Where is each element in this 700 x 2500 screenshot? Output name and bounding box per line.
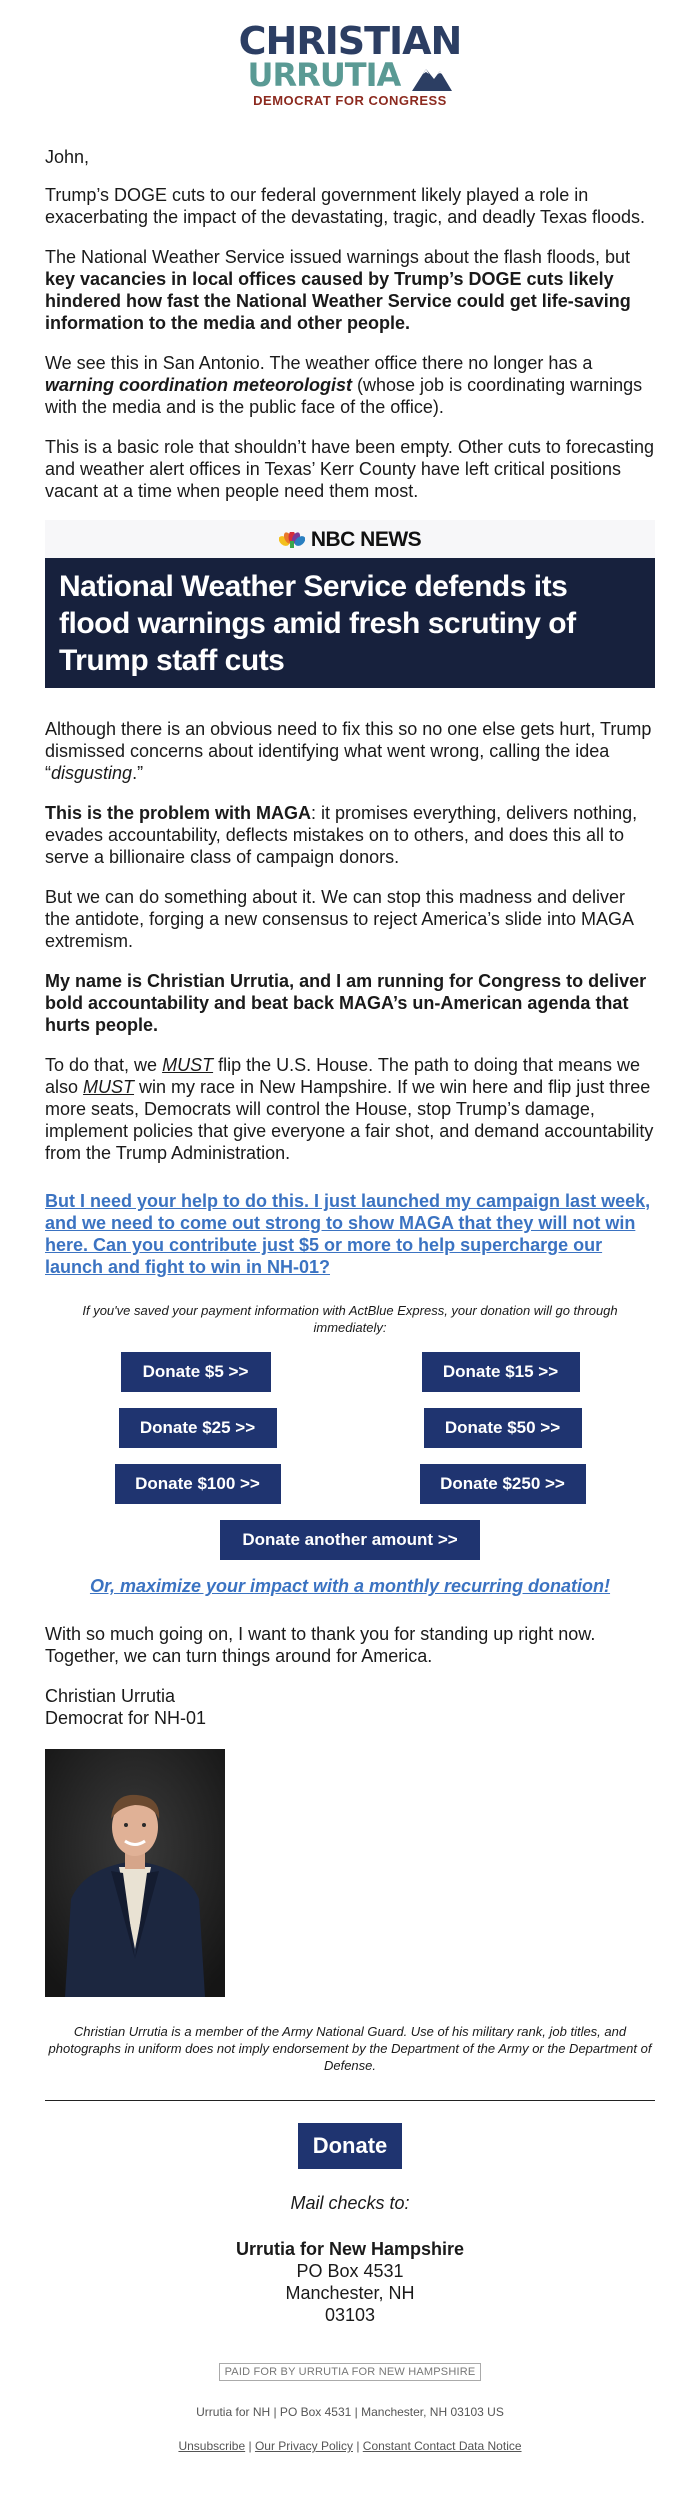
p3-bolditalic: warning coordination meteorologist xyxy=(45,375,353,395)
address-city: Manchester, NH xyxy=(285,2283,415,2303)
paid-for-text: PAID FOR BY URRUTIA FOR NEW HAMPSHIRE xyxy=(219,2363,482,2381)
mailing-address xyxy=(45,2238,655,2326)
p2-bold: key vacancies in local offices caused by Trump’s DOGE cuts likely hindered how fast the National Weather Service could get life-saving information to the media and other people. xyxy=(45,269,631,333)
article-headline[interactable]: National Weather Service defends its flood warnings amid fresh scrutiny of Trump staff cuts xyxy=(45,558,655,688)
greeting: John, xyxy=(45,147,90,167)
p6-plain: : it promises everything, delivers nothing, evades accountability, deflects mistakes on to others, and does this all to serve a billionaire class of campaign donors. xyxy=(45,803,638,867)
donate-row-2 xyxy=(45,1408,655,1448)
signature xyxy=(45,1685,655,1729)
p3-plain2: (whose job is coordinating warnings with the media and is the public face of the office). xyxy=(45,375,643,417)
unsubscribe-link[interactable]: Unsubscribe xyxy=(178,2439,246,2453)
cta-contribute-link[interactable]: But I need your help to do this. I just launched my campaign last week, and we need to come out strong to show MAGA that they will not win here. Can you contribute just $5 or more to help supercharge our launch and fight to win in NH-01? xyxy=(45,1191,651,1277)
candidate-portrait-image xyxy=(45,1749,225,1997)
signature-name: Christian Urrutia xyxy=(45,1686,176,1706)
address-org: Urrutia for New Hampshire xyxy=(235,2239,465,2259)
footer-sep-1: | xyxy=(245,2439,255,2453)
p9-a: To do that, we xyxy=(45,1055,163,1075)
address-pobox: PO Box 4531 xyxy=(296,2261,404,2281)
divider xyxy=(45,2100,655,2101)
article-source-bar[interactable] xyxy=(45,520,655,558)
email-content xyxy=(45,0,655,2453)
donate-5-button[interactable]: Donate $5 >> xyxy=(121,1352,271,1392)
footer-address: Urrutia for NH | PO Box 4531 | Manchester, NH 03103 US xyxy=(196,2405,504,2419)
p5-plain: Although there is an obvious need to fix this so no one else gets hurt, Trump dismissed concerns about identifying what went wrong, calling the idea “ xyxy=(45,719,652,783)
donate-100-button[interactable]: Donate $100 >> xyxy=(115,1464,281,1504)
footer-links xyxy=(45,2439,655,2453)
recurring-donation-link[interactable]: Or, maximize your impact with a monthly recurring donation! xyxy=(89,1576,611,1596)
paragraph-basic-role: This is a basic role that shouldn’t have been empty. Other cuts to forecasting and weather alert offices in Texas’ Kerr County have left critical positions vacant at a time when people need them most. xyxy=(45,437,654,501)
paragraph-san-antonio xyxy=(45,352,655,418)
logo-first-name: CHRISTIAN xyxy=(238,19,462,63)
mountain-icon xyxy=(412,63,452,91)
paragraph-introduction: My name is Christian Urrutia, and I am running for Congress to deliver bold accountability and beat back MAGA’s un-American agenda that hurts people. xyxy=(45,971,647,1035)
donate-50-button[interactable]: Donate $50 >> xyxy=(424,1408,582,1448)
privacy-policy-link[interactable]: Our Privacy Policy xyxy=(254,2439,353,2453)
donate-25-button[interactable]: Donate $25 >> xyxy=(119,1408,277,1448)
footer-sep-2: | xyxy=(352,2439,363,2453)
signature-title: Democrat for NH-01 xyxy=(45,1708,207,1728)
paragraph-trump-dismissed xyxy=(45,718,655,784)
paragraph-flip-house xyxy=(45,1054,655,1164)
logo-last-name xyxy=(247,56,453,94)
donate-row-1 xyxy=(45,1352,655,1392)
p9-must1: MUST xyxy=(162,1055,214,1075)
paragraph-nws-warnings xyxy=(45,246,655,334)
campaign-logo xyxy=(45,0,655,112)
p5-end: .” xyxy=(132,763,144,783)
donate-row-4 xyxy=(45,1520,655,1560)
candidate-photo xyxy=(45,1749,225,1997)
paragraph-we-can-do: But we can do something about it. We can stop this madness and deliver the antidote, forging a new consensus to reject America’s slide into MAGA extremism. xyxy=(45,887,633,951)
p5-italic: disgusting xyxy=(51,763,133,783)
footer-donate-button[interactable]: Donate xyxy=(298,2123,402,2169)
mail-checks-label: Mail checks to: xyxy=(290,2193,410,2213)
p9-c: win my race in New Hampshire. If we win here and flip just three more seats, Democrats will control the House, stop Trump’s damage, implement policies that give everyone a fair shot, and demand accountability from the Trump Administration. xyxy=(45,1077,654,1163)
p9-must2: MUST xyxy=(83,1077,135,1097)
p9-b: flip the U.S. House. The path to doing that means we also xyxy=(45,1055,640,1097)
logo-tagline: DEMOCRAT FOR CONGRESS xyxy=(253,93,447,108)
paid-for-box xyxy=(45,2362,655,2381)
actblue-note: If you've saved your payment information with ActBlue Express, your donation will go through immediately: xyxy=(82,1303,618,1335)
p2-plain: The National Weather Service issued warnings about the flash floods, but xyxy=(45,247,630,267)
constant-contact-link[interactable]: Constant Contact Data Notice xyxy=(362,2439,522,2453)
paragraph-doge-cuts: Trump’s DOGE cuts to our federal government likely played a role in exacerbating the impact of the devastating, tragic, and deadly Texas floods. xyxy=(45,185,646,227)
military-disclaimer: Christian Urrutia is a member of the Army National Guard. Use of his military rank, job titles, and photographs in uniform does not imply endorsement by the Department of the Army or the Department of Defense. xyxy=(48,2024,652,2073)
p6-bold: This is the problem with MAGA xyxy=(45,803,312,823)
article-source: NBC NEWS xyxy=(310,528,422,551)
paragraph-maga-problem xyxy=(45,802,655,868)
address-zip: 03103 xyxy=(324,2305,376,2325)
p3-plain1: We see this in San Antonio. The weather office there no longer has a xyxy=(45,353,593,373)
logo-last-name-text: URRUTIA xyxy=(247,56,401,94)
cta-paragraph xyxy=(45,1190,655,1278)
donate-other-button[interactable]: Donate another amount >> xyxy=(220,1520,480,1560)
donate-row-3 xyxy=(45,1464,655,1504)
paragraph-thanks: With so much going on, I want to thank you for standing up right now. Together, we can turn things around for America. xyxy=(45,1624,596,1666)
donate-250-button[interactable]: Donate $250 >> xyxy=(420,1464,586,1504)
nbc-peacock-icon xyxy=(279,532,305,548)
donate-15-button[interactable]: Donate $15 >> xyxy=(422,1352,580,1392)
